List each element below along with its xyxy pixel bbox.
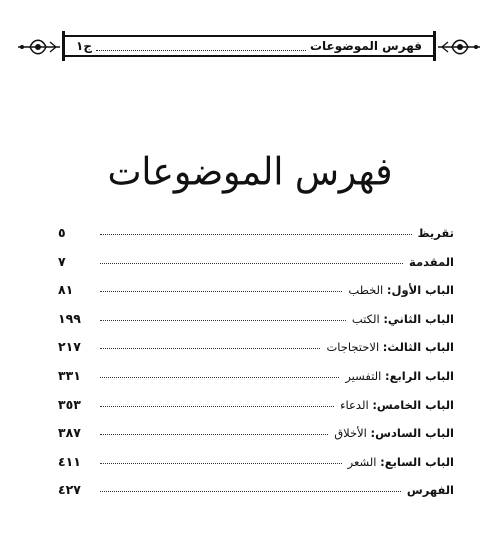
toc-entry[interactable] [58, 454, 454, 483]
toc-entry-label: الباب الثالث: [382, 340, 454, 355]
toc-entry[interactable] [58, 225, 454, 254]
toc-entry-subtitle: التفسير [345, 368, 386, 383]
header-title: فهرس الموضوعات [309, 39, 422, 53]
toc-entry[interactable] [58, 425, 454, 454]
header-volume: ج١ [76, 39, 92, 53]
toc-page-number: ٥ [58, 225, 66, 240]
header-leader-dots [96, 41, 306, 51]
toc-page-number: ٣٨٧ [58, 425, 81, 441]
toc-entry-title [418, 226, 454, 240]
toc-entry-title [345, 369, 454, 383]
toc-entry-subtitle: الأخلاق [334, 426, 371, 441]
ornament-right-icon [436, 34, 482, 60]
toc-entry-title [352, 312, 454, 326]
toc-entry-subtitle: الكتب [351, 311, 384, 326]
toc-page-number: ١٩٩ [58, 310, 81, 326]
toc-leader-dots [100, 263, 403, 264]
toc-entry-title [407, 483, 454, 497]
toc-page-number: ٧ [58, 253, 66, 269]
toc-leader-dots [100, 434, 328, 435]
toc-leader-dots [100, 234, 412, 235]
toc-page-number: ٨١ [58, 282, 74, 298]
toc-entry-label: الباب الرابع: [385, 368, 454, 383]
toc-entry-subtitle: الاحتجاجات [326, 340, 383, 355]
toc-entry[interactable] [58, 254, 454, 283]
toc-leader-dots [100, 320, 346, 321]
toc-entry[interactable] [58, 397, 454, 426]
toc-entry-title [326, 340, 454, 354]
toc-entry-label: الباب الخامس: [372, 397, 454, 412]
toc-leader-dots [100, 491, 401, 492]
toc-page-number: ٣٥٣ [58, 396, 81, 412]
page-title: فهرس الموضوعات [107, 151, 393, 195]
toc-entry-label: الفهرس [406, 483, 454, 498]
toc-entry[interactable] [58, 311, 454, 340]
toc-entry[interactable] [58, 482, 454, 511]
toc-entry[interactable] [58, 368, 454, 397]
toc-entry-label: الباب السابع: [380, 454, 454, 469]
toc-entry-subtitle: الخطب [348, 283, 387, 298]
toc-entry-subtitle: الدعاء [340, 397, 373, 412]
toc-entry[interactable] [58, 339, 454, 368]
header-frame [62, 35, 436, 57]
header-text [64, 37, 434, 55]
toc-leader-dots [100, 291, 342, 292]
toc-entry-title [334, 426, 454, 440]
toc-entry-title [348, 283, 454, 297]
toc-entry-label: الباب السادس: [370, 426, 454, 441]
toc-entry-title [409, 255, 454, 269]
toc-entry-label: تقريظ [417, 226, 454, 240]
toc-page-number: ٤٢٧ [58, 482, 81, 498]
toc-entry-title [340, 398, 454, 412]
running-header [16, 34, 482, 60]
toc-leader-dots [100, 377, 339, 378]
toc-entry[interactable] [58, 282, 454, 311]
toc-leader-dots [100, 348, 320, 349]
ornament-left-icon [16, 34, 62, 60]
table-of-contents [58, 225, 454, 511]
toc-page-number: ٣٣١ [58, 367, 81, 383]
toc-entry-subtitle: الشعر [347, 454, 381, 469]
toc-entry-label: الباب الثاني: [383, 311, 454, 326]
toc-entry-label: الباب الأول: [386, 283, 454, 298]
toc-entry-label: المقدمة [409, 254, 454, 269]
toc-page-number: ٢١٧ [58, 339, 81, 355]
toc-entry-title [348, 455, 454, 469]
toc-page-number: ٤١١ [58, 453, 81, 469]
toc-leader-dots [100, 406, 334, 407]
toc-leader-dots [100, 463, 342, 464]
